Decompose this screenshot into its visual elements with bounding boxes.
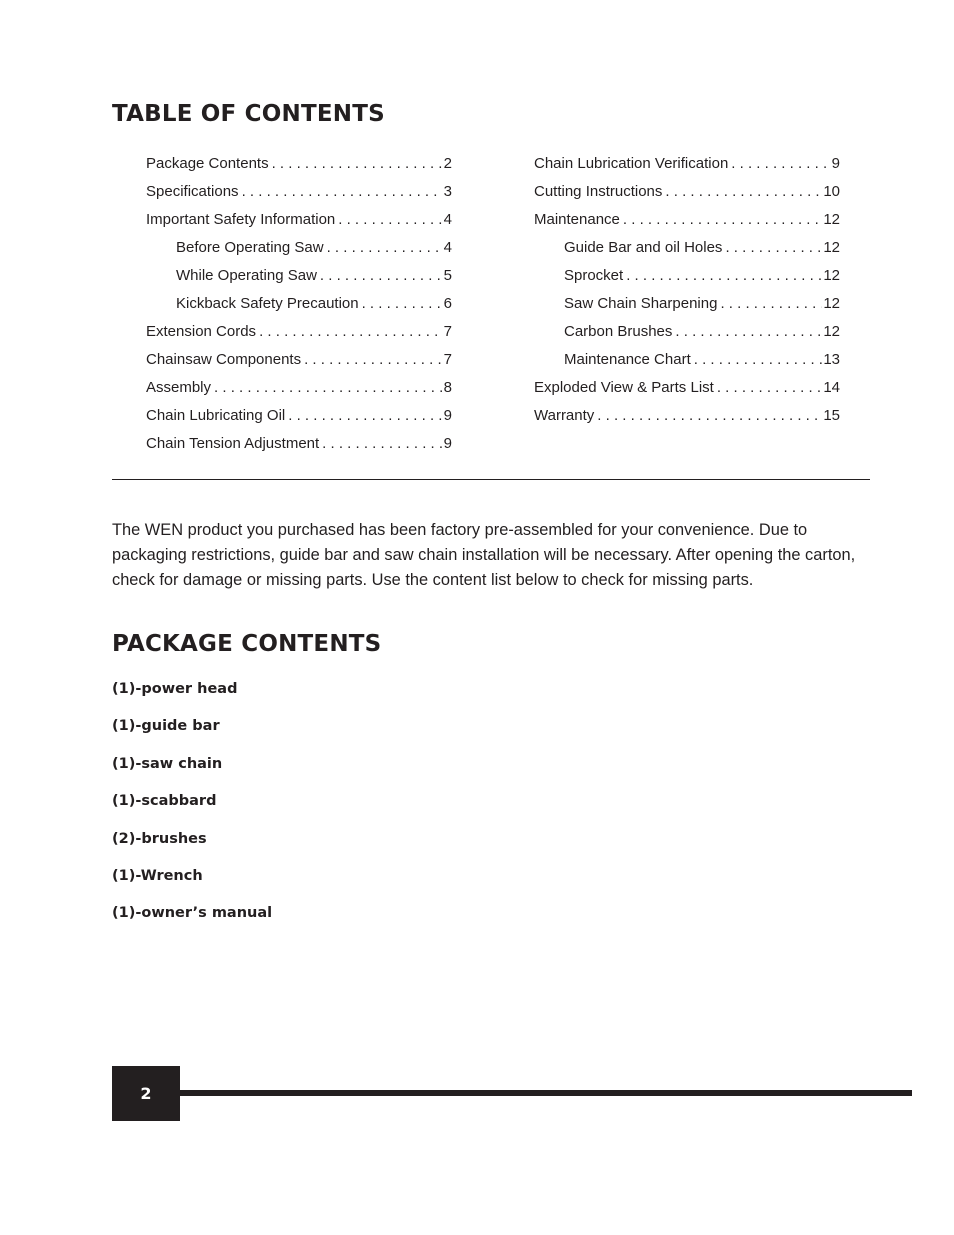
- footer-bar: [180, 1090, 912, 1096]
- toc-entry-label: Sprocket: [564, 267, 624, 284]
- toc-left-column: [146, 150, 452, 458]
- toc-entry-label: Maintenance Chart: [564, 351, 691, 368]
- toc-leader-dots: [720, 290, 822, 318]
- toc-entry: [146, 402, 452, 430]
- toc-leader-dots: [362, 290, 443, 318]
- toc-entry-page: 2: [443, 155, 452, 172]
- package-item: (1)-power head: [112, 681, 238, 697]
- toc-entry: [534, 206, 840, 234]
- toc-leader-dots: [665, 178, 822, 206]
- toc-entry-label: Important Safety Information: [146, 211, 336, 228]
- toc-leader-dots: [259, 318, 443, 346]
- toc-right-column: [534, 150, 840, 430]
- toc-entry: [534, 290, 840, 318]
- toc-leader-dots: [694, 346, 823, 374]
- toc-leader-dots: [338, 206, 442, 234]
- toc-entry: [146, 374, 452, 402]
- package-item: (1)-guide bar: [112, 718, 220, 735]
- toc-entry: [146, 178, 452, 206]
- package-item: (1)-Wrench: [112, 867, 203, 884]
- toc-entry-label: Maintenance: [534, 211, 620, 228]
- toc-entry: [146, 262, 452, 290]
- toc-entry-page: 12: [823, 211, 840, 228]
- toc-leader-dots: [731, 150, 830, 178]
- toc-entry: [534, 234, 840, 262]
- toc-entry-page: 12: [823, 295, 840, 312]
- toc-entry: [146, 346, 452, 374]
- toc-leader-dots: [214, 374, 443, 402]
- toc-leader-dots: [304, 346, 443, 374]
- package-item: (1)-saw chain: [112, 755, 223, 772]
- toc-entry-label: Guide Bar and oil Holes: [564, 239, 723, 256]
- toc-entry: [146, 234, 452, 262]
- toc-entry-page: 13: [823, 351, 840, 368]
- toc-leader-dots: [717, 374, 822, 402]
- toc-entry-label: Before Operating Saw: [176, 239, 324, 256]
- toc-entry-label: Cutting Instructions: [534, 183, 663, 200]
- toc-entry-page: 4: [443, 239, 452, 256]
- toc-entry: [534, 346, 840, 374]
- toc-entry-page: 15: [823, 407, 840, 424]
- toc-leader-dots: [272, 150, 443, 178]
- toc-entry-label: While Operating Saw: [176, 267, 317, 284]
- toc-entry-label: Chain Tension Adjustment: [146, 435, 320, 452]
- toc-entry: [534, 402, 840, 430]
- toc-entry-label: Carbon Brushes: [564, 323, 673, 340]
- toc-entry: [146, 150, 452, 178]
- section-divider: [112, 479, 870, 480]
- toc-leader-dots: [242, 178, 443, 206]
- toc-leader-dots: [626, 262, 822, 290]
- toc-entry-page: 9: [443, 407, 452, 424]
- toc-entry-label: Saw Chain Sharpening: [564, 295, 718, 312]
- toc-leader-dots: [725, 234, 822, 262]
- toc-entry: [534, 178, 840, 206]
- toc-entry: [146, 430, 452, 458]
- toc-leader-dots: [623, 206, 822, 234]
- toc-entry: [146, 206, 452, 234]
- toc-entry: [534, 374, 840, 402]
- toc-leader-dots: [320, 262, 443, 290]
- toc-entry-label: Chain Lubrication Verification: [534, 155, 729, 172]
- toc-entry-page: 10: [823, 183, 840, 200]
- intro-paragraph: The WEN product you purchased has been factory pre-assembled for your convenience. Due to packaging restrictions, guide bar and saw chain installation will be necessary. After opening the carton, check for damage or missing parts. Use the content list below to check for missing parts.: [112, 521, 856, 589]
- toc-entry: [146, 318, 452, 346]
- toc-entry-label: Exploded View & Parts List: [534, 379, 714, 396]
- toc-entry-page: 5: [443, 267, 452, 284]
- toc-entry-label: Assembly: [146, 379, 212, 396]
- toc-entry: [534, 150, 840, 178]
- toc-entry-label: Package Contents: [146, 155, 269, 172]
- toc-entry-page: 12: [823, 239, 840, 256]
- page-number-box: [112, 1066, 180, 1121]
- package-item: (1)-scabbard: [112, 793, 217, 810]
- toc-entry: [534, 262, 840, 290]
- toc-entry-label: Kickback Safety Precaution: [176, 295, 359, 312]
- toc-entry: [146, 290, 452, 318]
- toc-entry-page: 14: [823, 379, 840, 396]
- toc-entry-page: 7: [443, 351, 452, 368]
- toc-entry-page: 12: [823, 267, 840, 284]
- package-contents-list: [112, 678, 272, 940]
- toc-entry-label: Extension Cords: [146, 323, 257, 340]
- toc-entry-label: Chain Lubricating Oil: [146, 407, 286, 424]
- toc-leader-dots: [288, 402, 442, 430]
- toc-entry-label: Warranty: [534, 407, 595, 424]
- toc-title: TABLE OF CONTENTS: [112, 101, 385, 127]
- toc-entry-label: Chainsaw Components: [146, 351, 302, 368]
- package-item: (2)-brushes: [112, 830, 207, 847]
- package-contents-title: PACKAGE CONTENTS: [112, 631, 382, 657]
- toc-entry-page: 6: [443, 295, 452, 312]
- toc-leader-dots: [675, 318, 822, 346]
- toc-entry-page: 12: [823, 323, 840, 340]
- toc-entry-page: 7: [443, 323, 452, 340]
- toc-entry-label: Specifications: [146, 183, 239, 200]
- toc-entry-page: 8: [443, 379, 452, 396]
- toc-entry-page: 9: [443, 435, 452, 452]
- toc-entry: [534, 318, 840, 346]
- package-item: (1)-owner’s manual: [112, 905, 273, 922]
- toc-entry-page: 3: [443, 183, 452, 200]
- toc-entry-page: 9: [831, 155, 840, 172]
- toc-leader-dots: [327, 234, 443, 262]
- page-number: 2: [140, 1084, 152, 1103]
- toc-entry-page: 4: [443, 211, 452, 228]
- toc-leader-dots: [597, 402, 822, 430]
- toc-leader-dots: [322, 430, 442, 458]
